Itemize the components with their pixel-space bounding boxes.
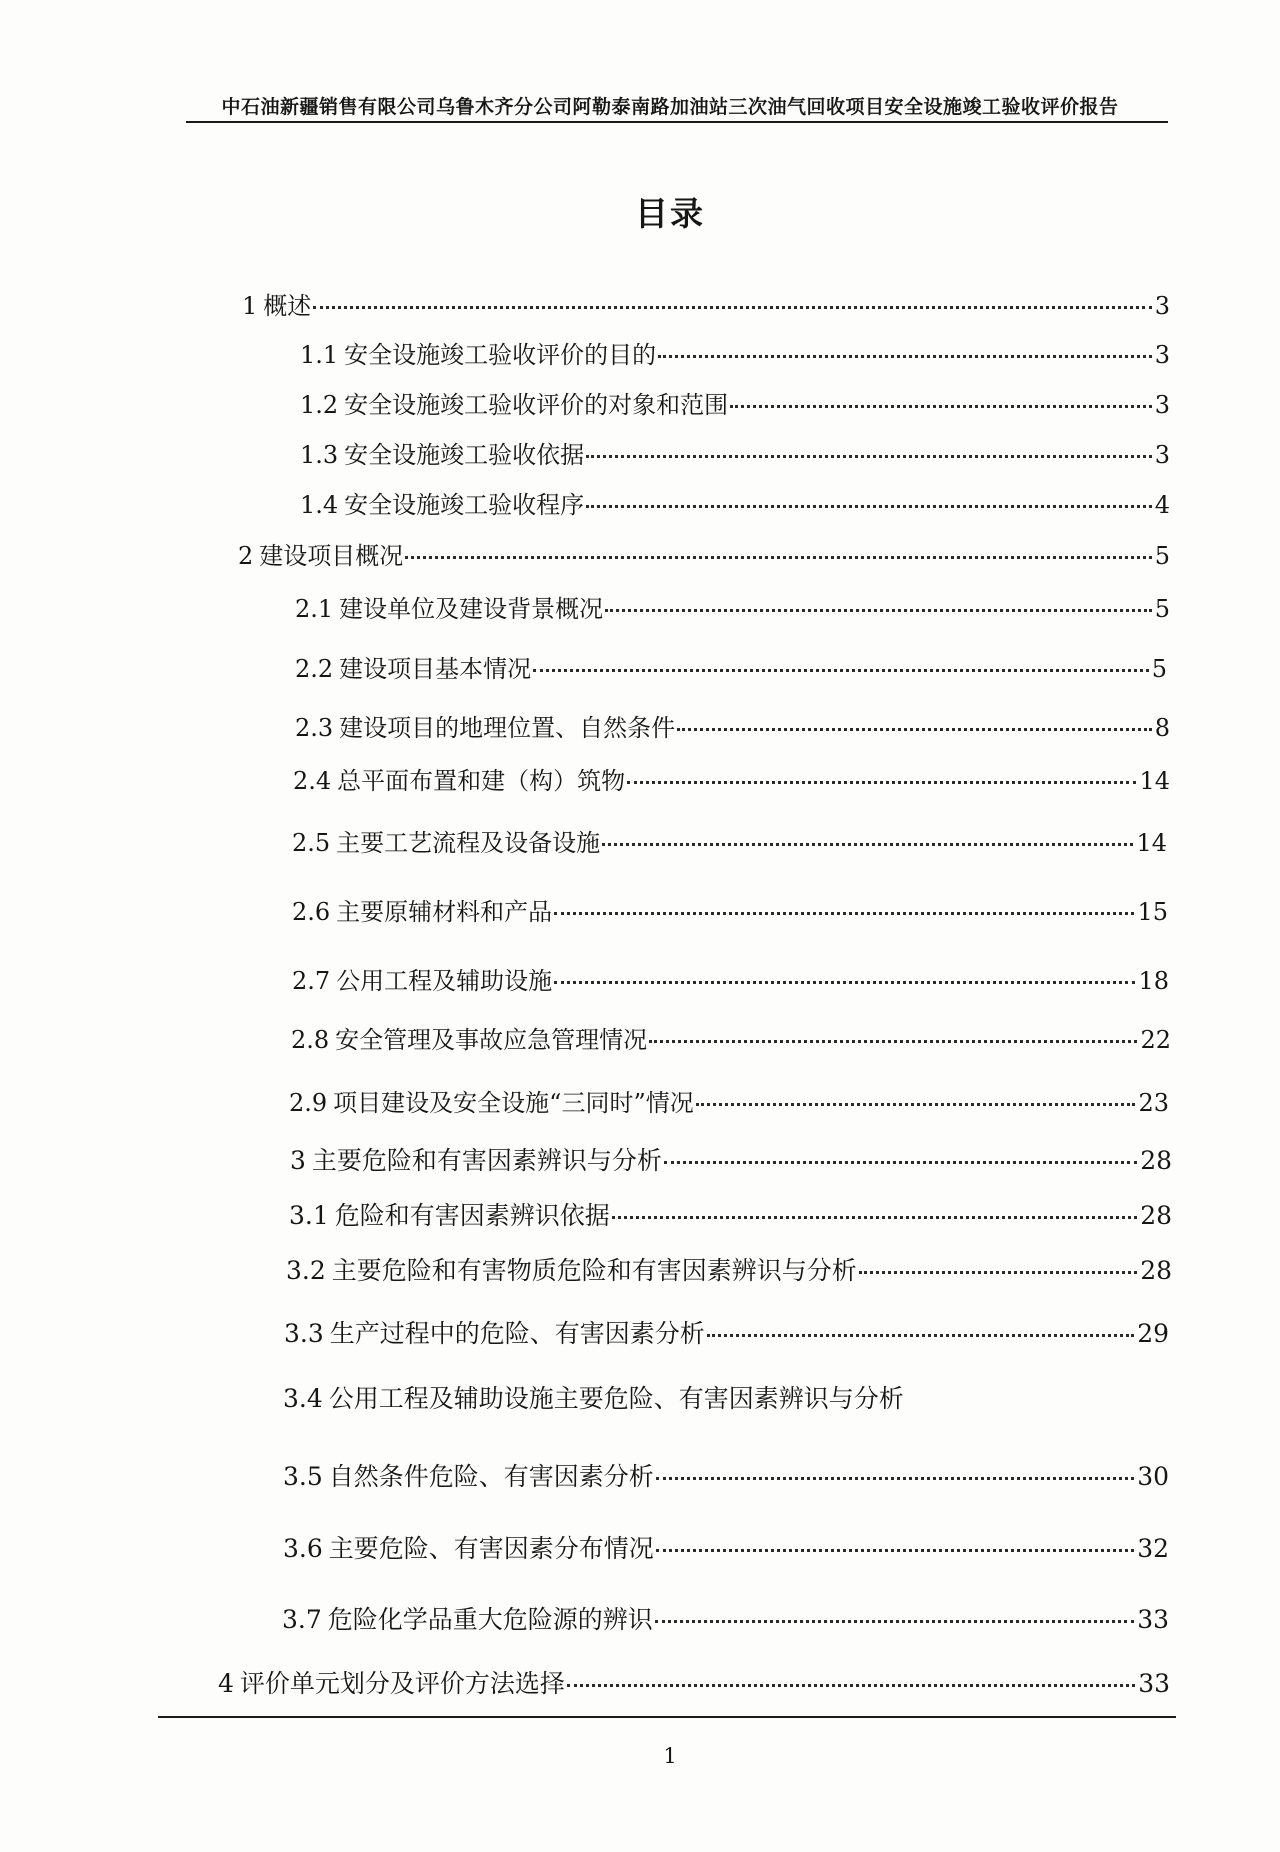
toc-entry-number: 1.3 bbox=[300, 441, 339, 469]
toc-entry-title: 自然条件危险、有害因素分析 bbox=[328, 1462, 654, 1491]
toc-dot-leader bbox=[656, 1549, 1134, 1552]
toc-dot-leader bbox=[664, 1161, 1137, 1164]
toc-entry-page: 3 bbox=[1154, 441, 1170, 469]
toc-entry-title: 安全设施竣工验收程序 bbox=[344, 491, 585, 519]
toc-entry-page: 15 bbox=[1137, 898, 1168, 926]
toc-entry-page: 33 bbox=[1138, 1669, 1170, 1698]
toc-entry-page: 5 bbox=[1151, 655, 1167, 683]
toc-entry-3-3[interactable] bbox=[284, 1319, 1169, 1349]
toc-entry-title: 主要危险、有害因素分布情况 bbox=[328, 1534, 654, 1563]
toc-dot-leader bbox=[533, 669, 1149, 672]
toc-entry-title: 主要原辅材料和产品 bbox=[336, 898, 553, 926]
toc-dot-leader bbox=[313, 306, 1151, 309]
toc-entry-page: 3 bbox=[1154, 341, 1170, 369]
toc-entry-number: 2.4 bbox=[293, 767, 332, 795]
toc-entry-number: 2.6 bbox=[292, 898, 331, 926]
toc-dot-leader bbox=[730, 405, 1152, 408]
toc-entry-page: 32 bbox=[1137, 1534, 1169, 1563]
toc-entry-3-1[interactable] bbox=[289, 1201, 1172, 1231]
toc-entry-title: 安全设施竣工验收依据 bbox=[344, 441, 585, 469]
toc-dot-leader bbox=[649, 1040, 1137, 1043]
toc-entry-number: 2.7 bbox=[292, 967, 331, 995]
toc-entry-2-4[interactable] bbox=[293, 766, 1170, 796]
toc-dot-leader bbox=[696, 1103, 1136, 1106]
toc-entry-title: 生产过程中的危险、有害因素分析 bbox=[329, 1319, 705, 1348]
toc-entry-number: 3.6 bbox=[283, 1534, 323, 1563]
toc-entry-number: 3.3 bbox=[284, 1319, 324, 1348]
toc-entry-2[interactable] bbox=[238, 541, 1170, 571]
toc-entry-page: 5 bbox=[1154, 595, 1170, 623]
toc-entry-3-7[interactable] bbox=[282, 1605, 1169, 1635]
toc-dot-leader bbox=[656, 1477, 1134, 1480]
toc-entry-page: 3 bbox=[1154, 292, 1170, 320]
toc-dot-leader bbox=[567, 1684, 1135, 1687]
toc-entry-title: 项目建设及安全设施“三同时”情况 bbox=[333, 1089, 694, 1117]
toc-entry-number: 3.5 bbox=[283, 1462, 323, 1491]
toc-entry-number: 3.2 bbox=[286, 1256, 326, 1285]
toc-entry-2-2[interactable] bbox=[295, 654, 1167, 684]
toc-entry-page: 5 bbox=[1154, 542, 1170, 570]
toc-entry-page: 14 bbox=[1139, 767, 1170, 795]
page-number: 1 bbox=[663, 1744, 677, 1768]
toc-entry-2-1[interactable] bbox=[295, 594, 1170, 624]
toc-entry-title: 公用工程及辅助设施主要危险、有害因素辨识与分析 bbox=[328, 1384, 904, 1413]
toc-dot-leader bbox=[658, 355, 1152, 358]
toc-entry-number: 3.7 bbox=[282, 1605, 322, 1634]
toc-entry-number: 2.8 bbox=[291, 1026, 330, 1054]
toc-entry-1[interactable] bbox=[242, 291, 1170, 321]
toc-entry-title: 主要工艺流程及设备设施 bbox=[336, 829, 601, 857]
toc-dot-leader bbox=[586, 505, 1152, 508]
toc-entry-number: 1.1 bbox=[300, 341, 339, 369]
toc-dot-leader bbox=[405, 556, 1151, 559]
toc-entry-title: 概述 bbox=[263, 292, 312, 320]
toc-entry-number: 2 bbox=[238, 542, 254, 570]
toc-dot-leader bbox=[586, 455, 1152, 458]
toc-entry-title: 安全设施竣工验收评价的目的 bbox=[344, 341, 657, 369]
toc-entry-title: 评价单元划分及评价方法选择 bbox=[239, 1669, 565, 1698]
toc-entry-title: 建设项目的地理位置、自然条件 bbox=[339, 714, 676, 742]
toc-entry-3-2[interactable] bbox=[286, 1256, 1172, 1286]
toc-entry-number: 3.4 bbox=[283, 1384, 323, 1413]
toc-entry-1-1[interactable] bbox=[300, 340, 1170, 370]
toc-entry-title: 主要危险和有害因素辨识与分析 bbox=[311, 1146, 662, 1175]
toc-entry-number: 3.1 bbox=[289, 1201, 329, 1230]
header-divider bbox=[186, 121, 1168, 123]
toc-entry-title: 总平面布置和建（构）筑物 bbox=[337, 767, 626, 795]
toc-entry-1-2[interactable] bbox=[300, 390, 1170, 420]
toc-entry-1-3[interactable] bbox=[300, 440, 1170, 470]
toc-entry-4[interactable] bbox=[218, 1669, 1170, 1699]
toc-entry-page: 28 bbox=[1140, 1201, 1172, 1230]
toc-entry-number: 1.2 bbox=[300, 391, 339, 419]
footer-divider bbox=[158, 1716, 1176, 1718]
toc-dot-leader bbox=[612, 1216, 1137, 1219]
toc-entry-title: 安全管理及事故应急管理情况 bbox=[335, 1026, 648, 1054]
toc-entry-number: 2.2 bbox=[295, 655, 334, 683]
toc-entry-2-3[interactable] bbox=[295, 713, 1170, 743]
toc-entry-title: 主要危险和有害物质危险和有害因素辨识与分析 bbox=[331, 1256, 857, 1285]
toc-dot-leader bbox=[655, 1620, 1134, 1623]
toc-entry-page: 4 bbox=[1154, 491, 1170, 519]
toc-entry-page: 18 bbox=[1138, 967, 1169, 995]
toc-entry-2-6[interactable] bbox=[292, 897, 1168, 927]
toc-entry-title: 建设项目基本情况 bbox=[339, 655, 532, 683]
toc-entry-3-4[interactable] bbox=[283, 1384, 943, 1414]
toc-entry-title: 建设项目概况 bbox=[259, 542, 404, 570]
toc-dot-leader bbox=[677, 728, 1152, 731]
toc-entry-title: 建设单位及建设背景概况 bbox=[339, 595, 604, 623]
toc-entry-3-5[interactable] bbox=[283, 1462, 1169, 1492]
toc-entry-number: 1 bbox=[242, 292, 258, 320]
toc-entry-page: 3 bbox=[1154, 391, 1170, 419]
toc-entry-page: 14 bbox=[1136, 829, 1167, 857]
toc-entry-number: 2.1 bbox=[295, 595, 334, 623]
toc-entry-number: 1.4 bbox=[300, 491, 339, 519]
toc-entry-3[interactable] bbox=[290, 1146, 1172, 1176]
toc-entry-page: 30 bbox=[1137, 1462, 1169, 1491]
toc-entry-3-6[interactable] bbox=[283, 1534, 1169, 1564]
toc-entry-number: 2.9 bbox=[289, 1089, 328, 1117]
toc-entry-page: 28 bbox=[1140, 1256, 1172, 1285]
toc-entry-title: 危险和有害因素辨识依据 bbox=[334, 1201, 610, 1230]
toc-entry-page: 33 bbox=[1137, 1605, 1169, 1634]
toc-dot-leader bbox=[707, 1334, 1134, 1337]
toc-entry-page: 8 bbox=[1154, 714, 1170, 742]
toc-entry-2-9[interactable] bbox=[289, 1088, 1169, 1118]
toc-dot-leader bbox=[602, 843, 1133, 846]
toc-entry-page: 22 bbox=[1140, 1026, 1171, 1054]
toc-dot-leader bbox=[554, 912, 1134, 915]
toc-entry-1-4[interactable] bbox=[300, 490, 1170, 520]
toc-dot-leader bbox=[627, 781, 1136, 784]
toc-dot-leader bbox=[859, 1271, 1137, 1274]
toc-entry-number: 4 bbox=[218, 1669, 234, 1698]
toc-entry-number: 2.3 bbox=[295, 714, 334, 742]
page-title: 目录 bbox=[635, 194, 705, 233]
toc-entry-page: 29 bbox=[1137, 1319, 1169, 1348]
toc-entry-2-5[interactable] bbox=[292, 828, 1167, 858]
toc-entry-page: 23 bbox=[1138, 1089, 1169, 1117]
toc-dot-leader bbox=[554, 981, 1135, 984]
toc-entry-2-8[interactable] bbox=[291, 1025, 1171, 1055]
toc-entry-page: 28 bbox=[1140, 1146, 1172, 1175]
toc-entry-title: 安全设施竣工验收评价的对象和范围 bbox=[344, 391, 729, 419]
toc-dot-leader bbox=[605, 609, 1152, 612]
toc-entry-title: 危险化学品重大危险源的辨识 bbox=[327, 1605, 653, 1634]
running-header: 中石油新疆销售有限公司乌鲁木齐分公司阿勒泰南路加油站三次油气回收项目安全设施竣工验收评价报告 bbox=[221, 96, 1119, 118]
toc-entry-title: 公用工程及辅助设施 bbox=[336, 967, 553, 995]
toc-entry-2-7[interactable] bbox=[292, 966, 1169, 996]
toc-entry-number: 3 bbox=[290, 1146, 306, 1175]
toc-entry-number: 2.5 bbox=[292, 829, 331, 857]
